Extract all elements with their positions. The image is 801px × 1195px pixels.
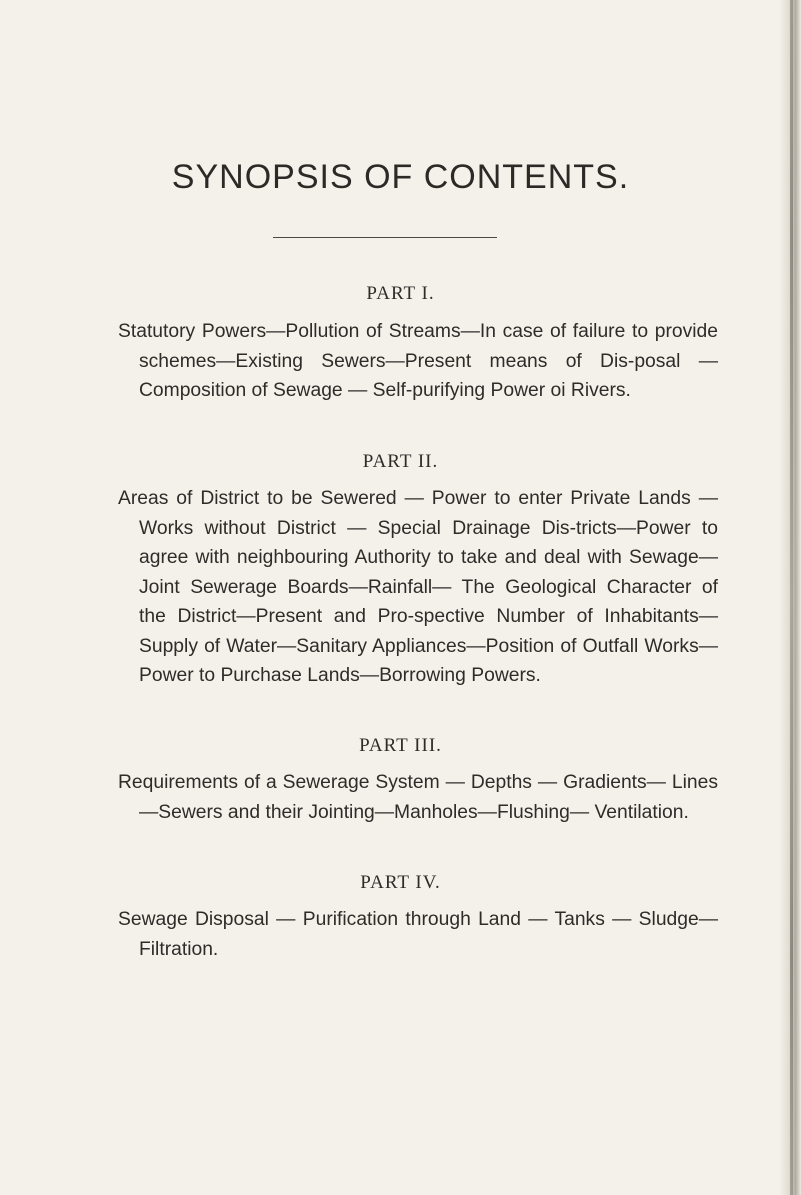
part-1-heading: PART I. [366, 283, 435, 304]
title-rule [273, 237, 497, 238]
part-3-synopsis: Requirements of a Sewerage System — Depths — Gradients— Lines—Sewers and their Jointing—Manholes—Flushing— Ventilation. [118, 772, 718, 823]
part-2-synopsis: Areas of District to be Sewered — Power to enter Private Lands — Works without District — Special Drainage Dis-tricts—Power to agree with neighbouring Authority to take and deal with Sewage—Joint Sewerage Boards—Rainfall— The Geological Character of the District—Present and Pro-spective Number of Inhabitants—Supply of Water—Sanitary Appliances—Position of Outfall Works—Power to Purchase Lands—Borrowing Powers. [118, 488, 718, 686]
part-1-synopsis: Statutory Powers—Pollution of Streams—In case of failure to provide schemes—Existing Sewers—Present means of Dis-posal — Composition of Sewage — Self-purifying Power oi Rivers. [118, 321, 718, 401]
part-4-synopsis: Sewage Disposal — Purification through Land — Tanks — Sludge—Filtration. [118, 909, 718, 960]
part-4-heading: PART IV. [360, 872, 441, 893]
page-edge-line [790, 0, 793, 1195]
part-2-heading: PART II. [362, 451, 439, 472]
page-title: SYNOPSIS OF CONTENTS. [171, 158, 630, 196]
part-3-heading: PART III. [359, 735, 442, 756]
